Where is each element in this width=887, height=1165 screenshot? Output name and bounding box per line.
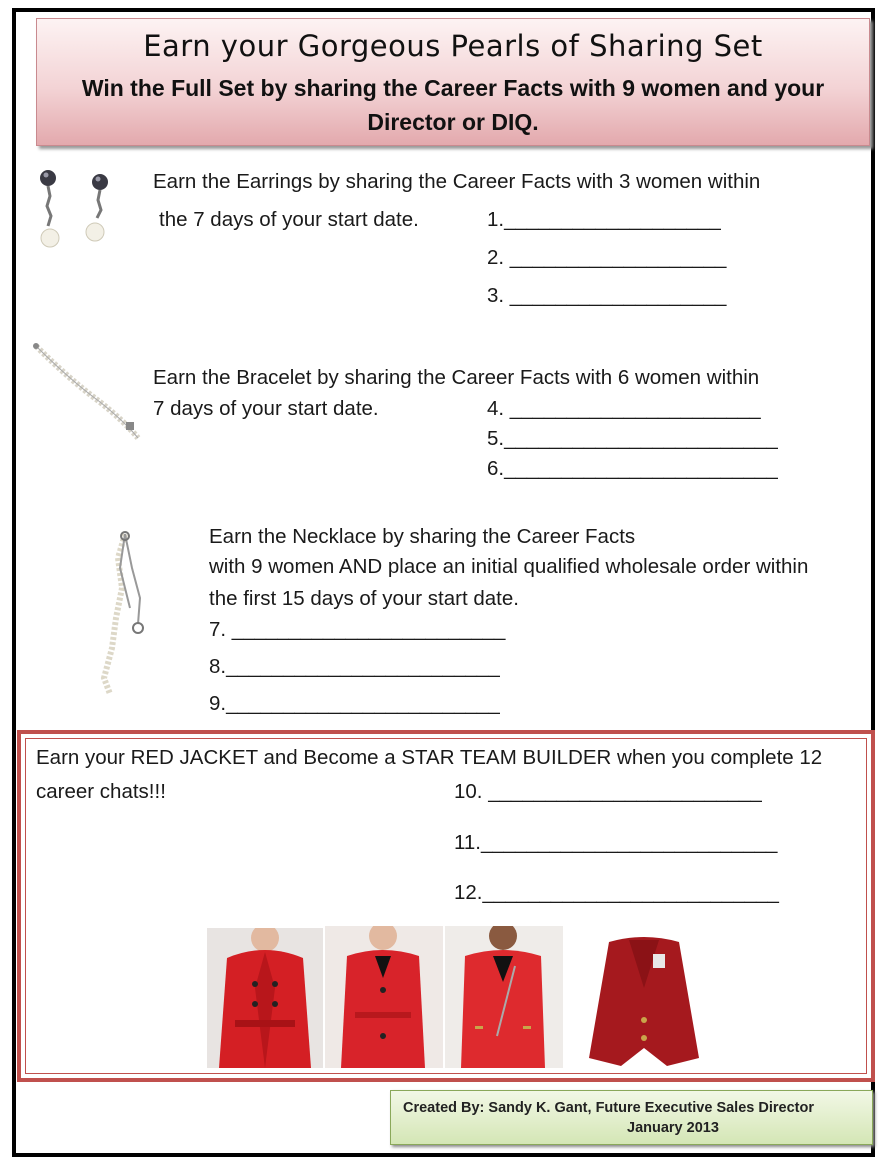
signup-line-7[interactable]: 7. ________________________ <box>209 618 506 641</box>
bracelet-text-line1: Earn the Bracelet by sharing the Career Facts with 6 women within <box>153 366 760 389</box>
necklace-text-line3: the first 15 days of your start date. <box>209 587 519 610</box>
header-banner <box>36 18 870 146</box>
credit-date: January 2013 <box>627 1120 719 1136</box>
signup-line-9[interactable]: 9.________________________ <box>209 692 500 715</box>
signup-line-3[interactable]: 3. ___________________ <box>487 284 727 307</box>
jacket-text-line1: Earn your RED JACKET and Become a STAR TEAM BUILDER when you complete 12 <box>36 746 823 769</box>
bracelet-image <box>30 340 145 445</box>
signup-line-12[interactable]: 12.__________________________ <box>454 881 779 904</box>
earrings-text-line1: Earn the Earrings by sharing the Career Facts with 3 women within <box>153 170 761 193</box>
signup-line-4[interactable]: 4. ______________________ <box>487 397 761 420</box>
necklace-text-line2: with 9 women AND place an initial qualified wholesale order within <box>209 555 809 578</box>
bracelet-text-line2: 7 days of your start date. <box>153 397 379 420</box>
credit-author: Created By: Sandy K. Gant, Future Executive Sales Director <box>403 1100 814 1116</box>
page-title: Earn your Gorgeous Pearls of Sharing Set <box>143 29 763 63</box>
earrings-text-line2: the 7 days of your start date. <box>159 208 419 231</box>
signup-line-1[interactable]: 1.___________________ <box>487 208 721 231</box>
red-jacket-image-4 <box>575 928 713 1068</box>
necklace-image <box>90 528 160 700</box>
signup-line-10[interactable]: 10. ________________________ <box>454 780 762 803</box>
jacket-text-line2: career chats!!! <box>36 780 166 803</box>
earrings-image <box>34 166 124 256</box>
signup-line-2[interactable]: 2. ___________________ <box>487 246 727 269</box>
red-jacket-image-3 <box>445 926 563 1068</box>
signup-line-6[interactable]: 6.________________________ <box>487 457 778 480</box>
signup-line-5[interactable]: 5.________________________ <box>487 427 778 450</box>
signup-line-11[interactable]: 11.__________________________ <box>454 831 778 854</box>
page-subtitle: Win the Full Set by sharing the Career Facts with 9 women and your Director or DIQ. <box>81 75 825 135</box>
necklace-text-line1: Earn the Necklace by sharing the Career Facts <box>209 525 636 548</box>
red-jacket-image-2 <box>325 926 443 1068</box>
credit-box <box>390 1090 873 1145</box>
signup-line-8[interactable]: 8.________________________ <box>209 655 500 678</box>
red-jacket-image-1 <box>207 928 323 1068</box>
